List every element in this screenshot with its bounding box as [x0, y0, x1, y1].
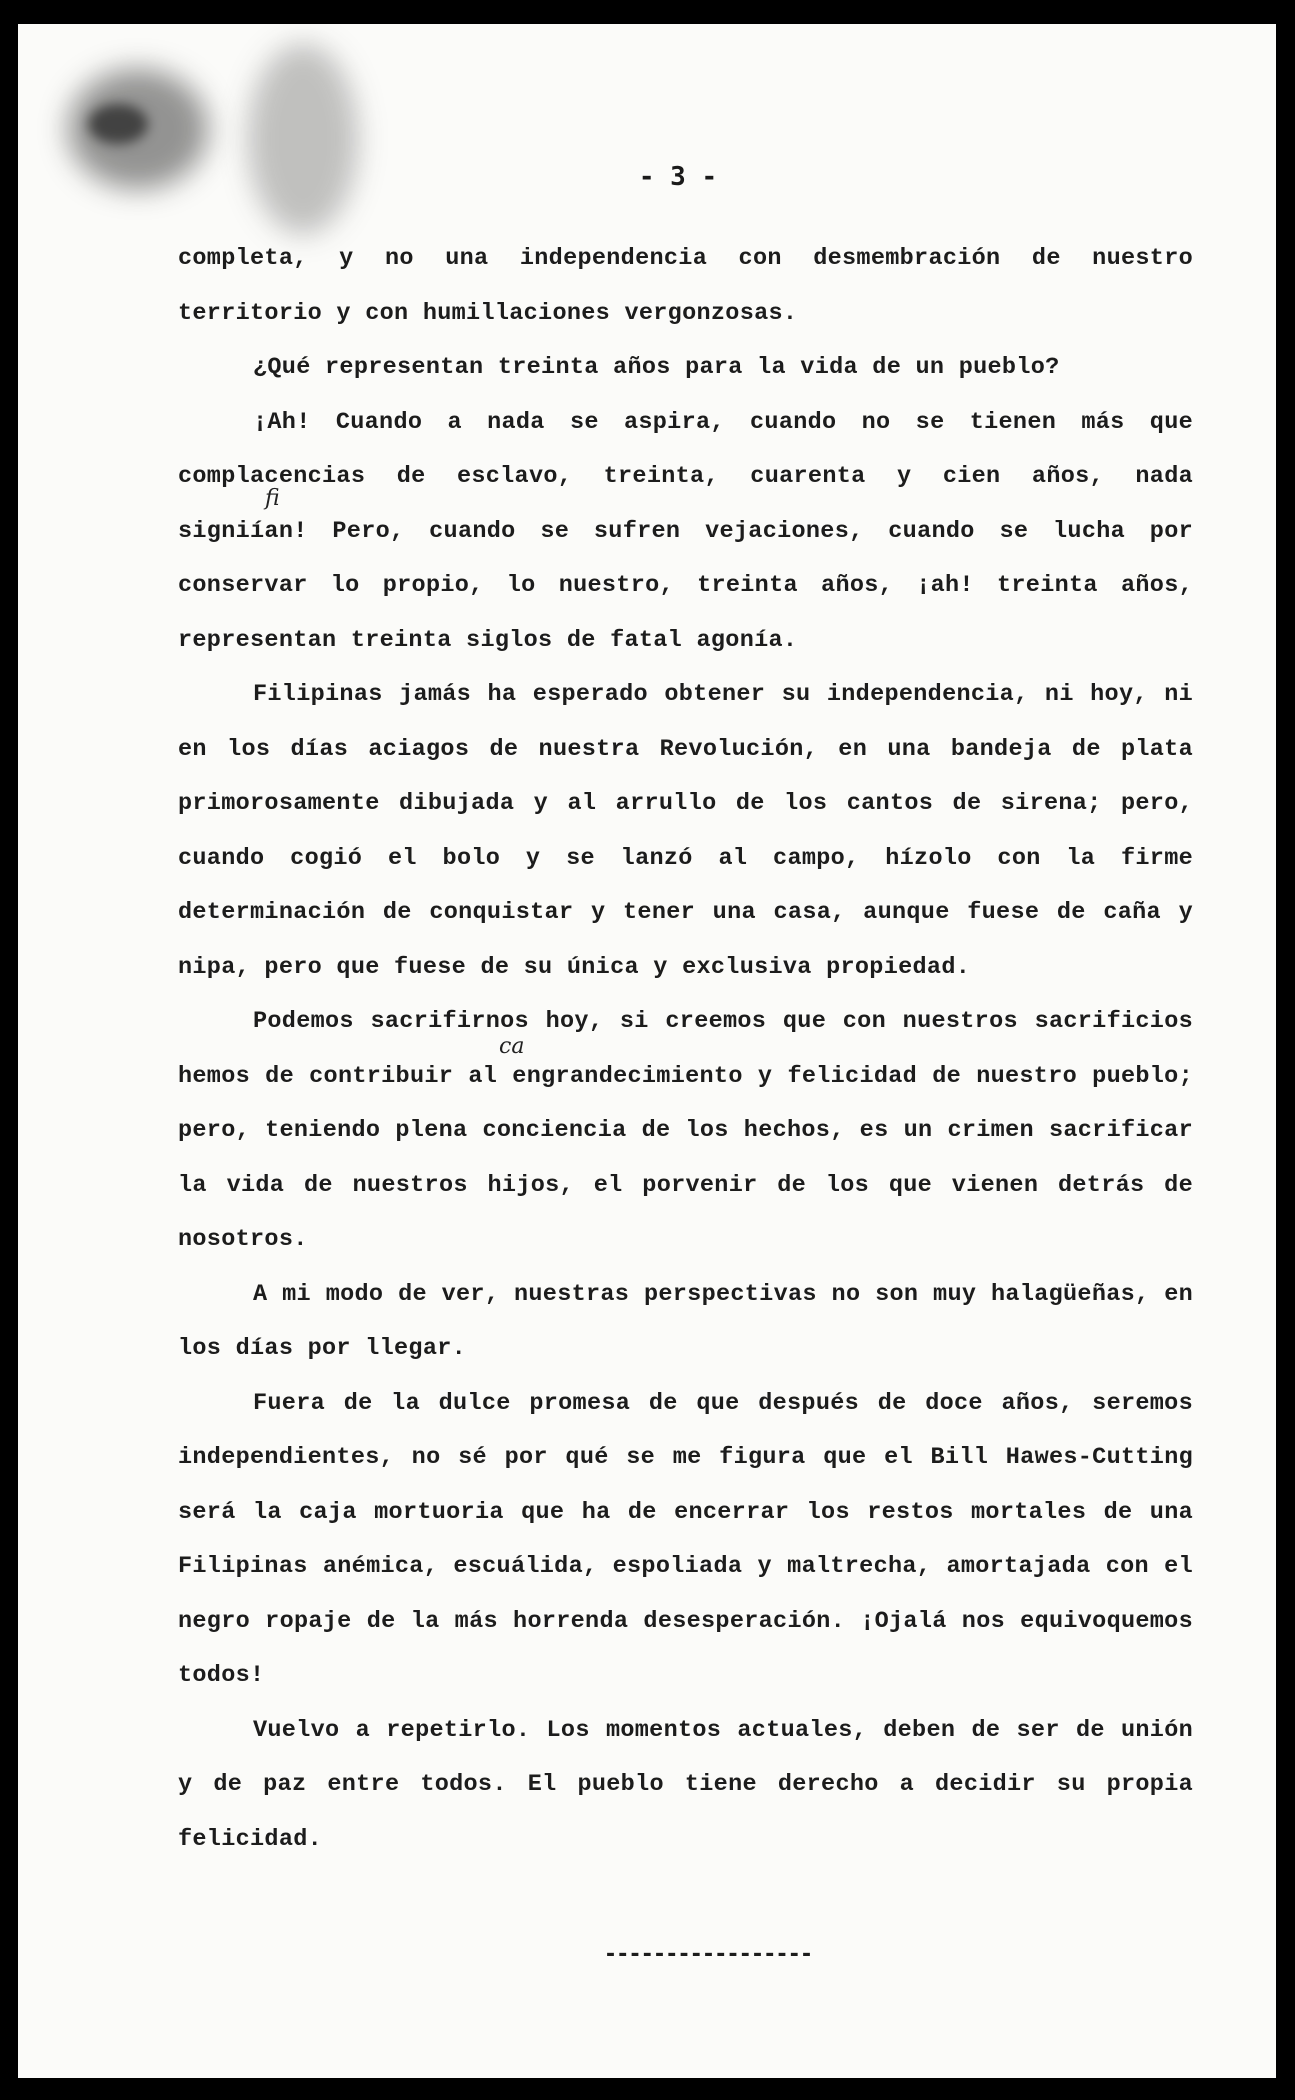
ink-stain: [248, 44, 358, 234]
page-number: - 3 -: [638, 162, 718, 192]
closing-divider: -----------------: [603, 1942, 813, 1967]
paragraph: Vuelvo a repetirlo. Los momentos actuales, deben de ser de unión y de paz entre todos. El pueblo tiene derecho a decidir su propia felicidad.: [178, 1716, 1193, 1853]
ink-stain: [68, 69, 208, 189]
paragraph: Filipinas jamás ha esperado obtener su independencia, ni hoy, ni en los días aciagos de nuestra Revolución, en una bandeja de plata primorosamente dibujada y al arrullo de los cantos de sirena; pero, cuando cogió el bolo y se lanzó al campo, hízolo con la firme determinación de conquistar y tener una casa, aunque fuese de caña y nipa, pero que fuese de su única y exclusiva propiedad.: [178, 681, 1193, 981]
paragraph: A mi modo de ver, nuestras perspectivas no son muy halagüeñas, en los días por llegar.: [178, 1280, 1193, 1362]
document-page: [18, 24, 1276, 2078]
paragraph: completa, y no una independencia con desmembración de nuestro territorio y con humillaciones vergonzosas.: [178, 245, 1193, 327]
paragraph: ¡Ah! Cuando a nada se aspira, cuando no se tienen más que complacencias de esclavo, treinta, cuarenta y cien años, nada signiían! Pero, cuando se sufren vejaciones, cuando se lucha por conservar lo propio, lo nuestro, treinta años, ¡ah! treinta años, representan treinta siglos de fatal agonía.: [178, 408, 1193, 654]
handwritten-annotation: ca: [499, 1034, 525, 1059]
ink-stain: [88, 104, 148, 144]
handwritten-annotation: fi: [265, 486, 280, 511]
body-text: [178, 232, 1193, 1867]
paragraph: Fuera de la dulce promesa de que después de doce años, seremos independientes, no sé por qué se me figura que el Bill Hawes-Cutting será la caja mortuoria que ha de encerrar los restos mortales de una Filipinas anémica, escuálida, espoliada y maltrecha, amortajada con el negro ropaje de la más horrenda desesperación. ¡Ojalá nos equivoquemos todos!: [178, 1389, 1193, 1689]
paragraph: Podemos sacrifirnos hoy, si creemos que con nuestros sacrificios hemos de contribuir al engrandecimiento y felicidad de nuestro pueblo; pero, teniendo plena conciencia de los hechos, es un crimen sacrificar la vida de nuestros hijos, el porvenir de los que vienen detrás de nosotros.: [178, 1008, 1193, 1253]
paragraph: ¿Qué representan treinta años para la vida de un pueblo?: [253, 354, 1060, 381]
